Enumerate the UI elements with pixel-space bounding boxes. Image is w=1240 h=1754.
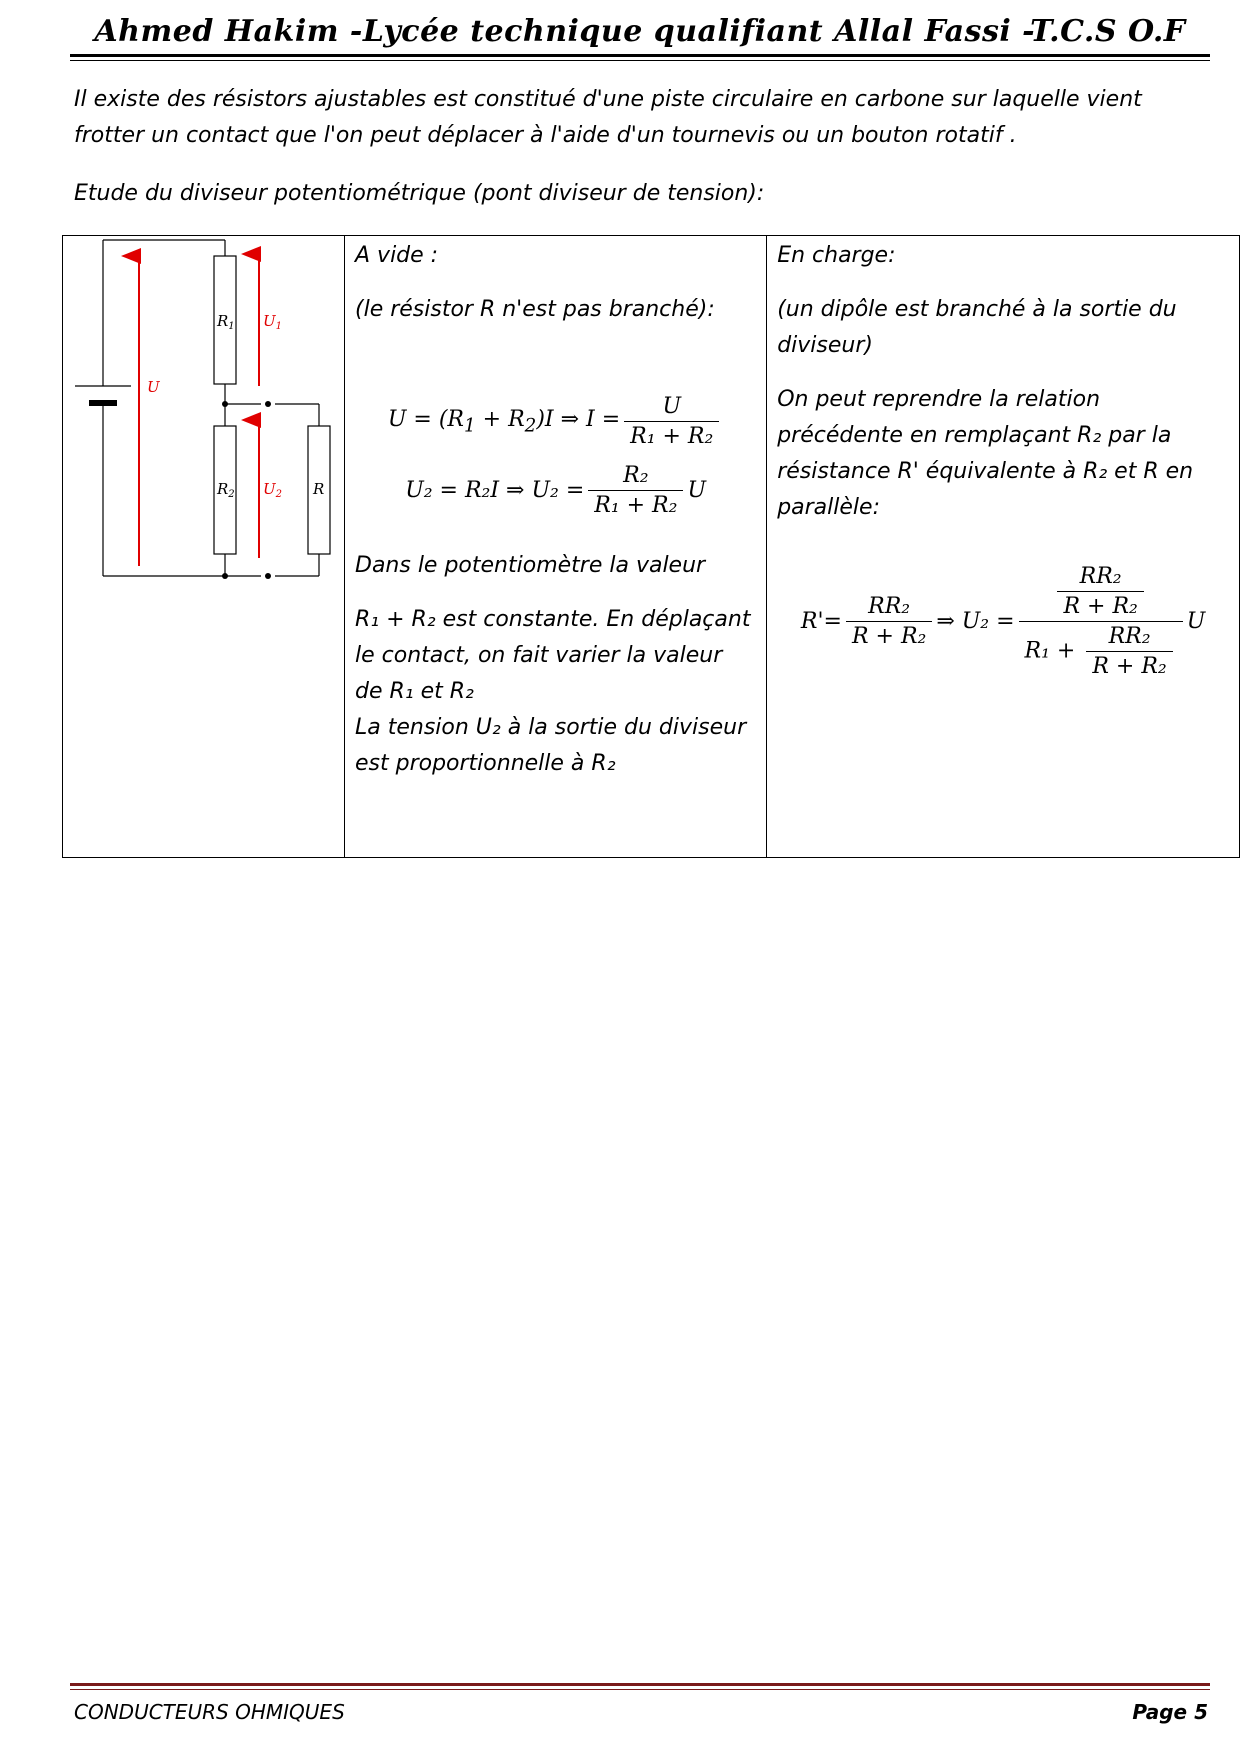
formula-current-lhs: $U = (R_1 + R_2)I$ ⇒ I = xyxy=(387,406,621,437)
no-load-text-2: R₁ + R₂ est constante. En déplaçant le contact, on fait varier la valeur de R₁ et R₂ xyxy=(355,607,751,704)
formula-loaded: R'= $\frac{\text{RR₂}}{\text{R + R₂}}$ ⇒ U₂ = $\frac{\text{RR₂}}{\text{R + R₂}}$ R₁ + $\frac{\text{RR₂}}{\text{R + R₂}}$ U xyxy=(800,564,1206,679)
header-rule-thin xyxy=(70,60,1210,61)
fraction: $\frac{\text{RR₂}}{\text{R + R₂}}$ xyxy=(1086,624,1172,679)
circuit-wires xyxy=(103,240,319,576)
no-load-title: A vide : xyxy=(355,243,439,268)
loaded-title: En charge: xyxy=(777,243,896,268)
fraction: $\frac{\text{RR₂}}{\text{R + R₂}}$ xyxy=(1057,564,1143,619)
label-r1: $R_1$ xyxy=(217,312,235,332)
fraction: $\frac{\text{RR₂}}{\text{R + R₂}}$ xyxy=(846,594,932,649)
formula-current xyxy=(355,394,756,449)
terminal-dot xyxy=(222,401,228,407)
loaded-cell xyxy=(767,236,1240,858)
section-title: Etude du diviseur potentiométrique (pont diviseur de tension): xyxy=(74,181,765,206)
divider-table xyxy=(62,235,1240,858)
header-rule xyxy=(70,54,1210,57)
no-load-subtitle: (le résistor R n'est pas branché): xyxy=(355,297,715,322)
battery-short-plate xyxy=(89,400,117,406)
voltage-divider-circuit xyxy=(63,236,344,851)
compound-fraction: $\frac{\text{RR₂}}{\text{R + R₂}}$ R₁ + $\frac{\text{RR₂}}{\text{R + R₂}}$ xyxy=(1019,564,1183,679)
page-number: Page 5 xyxy=(1132,1700,1208,1724)
page-header-title: Ahmed Hakim -Lycée technique qualifiant Allal Fassi -T.C.S O.F xyxy=(94,14,1186,49)
label-u2: $U_2$ xyxy=(263,480,283,500)
no-load-cell xyxy=(345,236,767,858)
no-load-text-1: Dans le potentiomètre la valeur xyxy=(355,553,706,578)
footer-rule-thin xyxy=(70,1689,1210,1690)
loaded-text: On peut reprendre la relation précédente en remplaçant R₂ par la résistance R' équivalente à R₂ et R en parallèle: xyxy=(777,387,1194,520)
fraction: $\frac{\text{R₂}}{\text{R₁ + R₂}}$ xyxy=(588,463,683,518)
footer-rule xyxy=(70,1683,1210,1686)
terminal-dot xyxy=(222,573,228,579)
label-r2: $R_2$ xyxy=(217,480,235,500)
formula-u2: U₂ = R₂I ⇒ U₂ = $\frac{\text{R₂}}{\text{R₁ + R₂}}$ U xyxy=(405,463,706,518)
no-load-text-3: La tension U₂ à la sortie du diviseur est proportionnelle à R₂ xyxy=(355,715,747,776)
label-u1: $U_1$ xyxy=(263,312,283,332)
label-r: R xyxy=(313,480,325,498)
terminal-dot xyxy=(265,401,271,407)
loaded-subtitle: (un dipôle est branché à la sortie du diviseur) xyxy=(777,297,1177,358)
label-u: U xyxy=(147,378,160,396)
terminal-dot xyxy=(265,573,271,579)
footer-chapter: CONDUCTEURS OHMIQUES xyxy=(74,1700,345,1724)
intro-paragraph: Il existe des résistors ajustables est constitué d'une piste circulaire en carbone sur laquelle vient frotter un contact que l'on peut déplacer à l'aide d'un tournevis ou un bouton rotatif . xyxy=(74,87,1142,148)
fraction: $\frac{U}{\text{R₁ + R₂}}$ xyxy=(624,394,719,449)
circuit-cell xyxy=(63,236,345,858)
